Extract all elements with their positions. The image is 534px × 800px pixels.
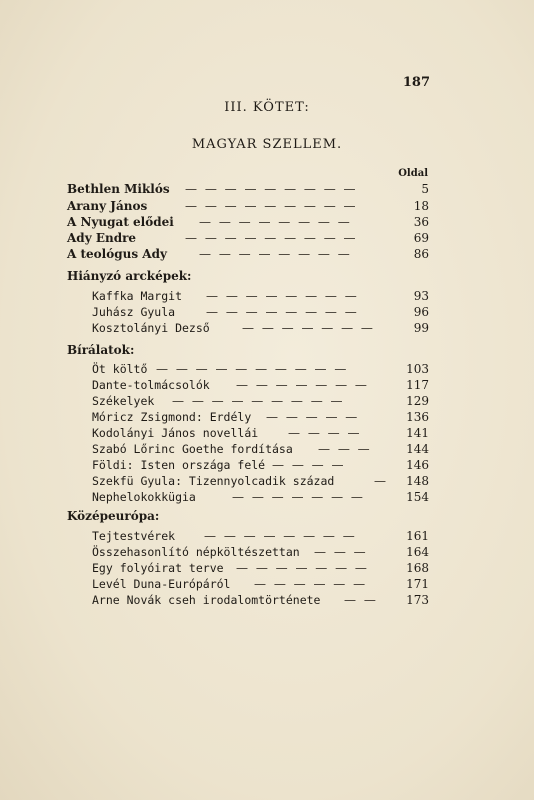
toc-entry <box>92 393 429 409</box>
toc-entry <box>92 473 429 489</box>
toc-entry <box>92 576 429 592</box>
toc-entry <box>92 592 429 608</box>
toc-entry <box>92 361 429 377</box>
toc-entry-title: Egy folyóirat terve <box>92 561 224 575</box>
section-heading: Középeurópa: <box>67 509 160 523</box>
toc-entry <box>92 304 429 320</box>
toc-entry <box>92 320 429 336</box>
page-title: MAGYAR SZELLEM. <box>191 137 343 152</box>
toc-entry-page: 93 <box>413 289 429 303</box>
toc-entry-page: 141 <box>406 426 429 440</box>
toc-entry-leader: — — — — — — — — — <box>172 394 345 408</box>
toc-entry-title: Kaffka Margit <box>92 289 183 303</box>
toc-entry-leader: — — — — — — — — <box>199 247 352 261</box>
toc-entry-leader: — <box>374 474 388 488</box>
toc-entry <box>67 230 429 246</box>
toc-entry-page: 117 <box>406 378 429 392</box>
toc-entry-page: 86 <box>413 247 429 261</box>
toc-entry-title: Bethlen Miklós <box>67 182 170 196</box>
toc-entry-title: Móricz Zsigmond: Erdély <box>92 410 252 424</box>
toc-entry-leader: — — — — — — — <box>236 561 369 575</box>
toc-entry-title: Kodolányi János novellái <box>92 426 259 440</box>
toc-entry-page: 5 <box>421 182 429 196</box>
toc-entry <box>92 288 429 304</box>
toc-entry <box>92 489 429 505</box>
toc-entry <box>67 181 429 197</box>
toc-entry-page: 99 <box>413 321 429 335</box>
toc-entry-page: 144 <box>406 442 429 456</box>
toc-entry-title: Szabó Lőrinc Goethe fordítása <box>92 442 293 456</box>
toc-entry-title: Arany János <box>67 199 148 213</box>
toc-entry <box>92 425 429 441</box>
toc-entry <box>92 377 429 393</box>
toc-entry-page: 171 <box>406 577 429 591</box>
toc-entry <box>92 528 429 544</box>
toc-entry-page: 129 <box>406 394 429 408</box>
toc-entry-leader: — — — — <box>288 426 362 440</box>
toc-entry-page: 103 <box>406 362 429 376</box>
toc-entry-title: Kosztolányi Dezső <box>92 321 210 335</box>
toc-entry-page: 96 <box>413 305 429 319</box>
toc-entry <box>67 214 429 230</box>
page-column-label: Oldal <box>398 168 428 179</box>
toc-entry-title: Levél Duna-Európáról <box>92 577 231 591</box>
toc-entry-leader: — — — <box>314 545 368 559</box>
toc-entry-title: Földi: Isten országa felé <box>92 458 266 472</box>
toc-entry-leader: — — — — — — — <box>236 378 369 392</box>
toc-entry-title: Tejtestvérek <box>92 529 176 543</box>
toc-entry-title: Ady Endre <box>67 231 137 245</box>
toc-entry-page: 168 <box>406 561 429 575</box>
toc-entry <box>92 457 429 473</box>
toc-entry-leader: — — — <box>318 442 372 456</box>
toc-entry-page: 154 <box>406 490 429 504</box>
toc-entry-page: 173 <box>406 593 429 607</box>
toc-entry-page: 164 <box>406 545 429 559</box>
toc-entry-leader: — — — — — — — — — — <box>156 362 349 376</box>
toc-entry-leader: — — <box>344 593 378 607</box>
toc-entry-leader: — — — — — — — — — <box>185 182 358 196</box>
toc-entry-title: Székelyek <box>92 394 155 408</box>
toc-entry <box>92 409 429 425</box>
toc-entry-title: Szekfü Gyula: Tizennyolcadik század <box>92 474 335 488</box>
toc-entry-page: 161 <box>406 529 429 543</box>
toc-entry-page: 36 <box>413 215 429 229</box>
toc-entry-page: 136 <box>406 410 429 424</box>
toc-entry-leader: — — — — — — <box>254 577 368 591</box>
toc-entry-title: A teológus Ady <box>67 247 167 261</box>
toc-entry-page: 18 <box>413 199 429 213</box>
toc-entry-leader: — — — — <box>272 458 346 472</box>
toc-entry-title: Arne Novák cseh irodalomtörténete <box>92 593 321 607</box>
toc-entry-leader: — — — — — — — — <box>199 215 352 229</box>
toc-entry-leader: — — — — — — — <box>232 490 365 504</box>
toc-entry-leader: — — — — — — — <box>242 321 375 335</box>
toc-entry-title: Dante-tolmácsolók <box>92 378 210 392</box>
toc-entry-leader: — — — — — — — — <box>206 289 359 303</box>
toc-entry <box>92 560 429 576</box>
toc-entry-page: 69 <box>413 231 429 245</box>
toc-entry-leader: — — — — — — — — — <box>185 231 358 245</box>
toc-entry-leader: — — — — — — — — — <box>185 199 358 213</box>
toc-entry-title: Összehasonlító népköltészettan <box>92 545 300 559</box>
toc-entry <box>92 544 429 560</box>
section-heading: Bírálatok: <box>67 343 135 357</box>
toc-entry-title: Juhász Gyula <box>92 305 176 319</box>
volume-heading: III. KÖTET: <box>224 100 310 115</box>
toc-entry-title: Öt költő <box>92 362 148 376</box>
toc-entry-leader: — — — — — — — — <box>204 529 357 543</box>
toc-entry-title: A Nyugat elődei <box>67 215 174 229</box>
page-number: 187 <box>402 75 430 90</box>
toc-entry-page: 148 <box>406 474 429 488</box>
toc-entry <box>92 441 429 457</box>
toc-entry <box>67 246 429 262</box>
toc-entry-page: 146 <box>406 458 429 472</box>
toc-entry <box>67 198 429 214</box>
toc-entry-leader: — — — — — — — — <box>206 305 359 319</box>
toc-entry-title: Nephelokokkügia <box>92 490 196 504</box>
section-heading: Hiányzó arcképek: <box>67 269 192 283</box>
toc-entry-leader: — — — — — <box>266 410 360 424</box>
